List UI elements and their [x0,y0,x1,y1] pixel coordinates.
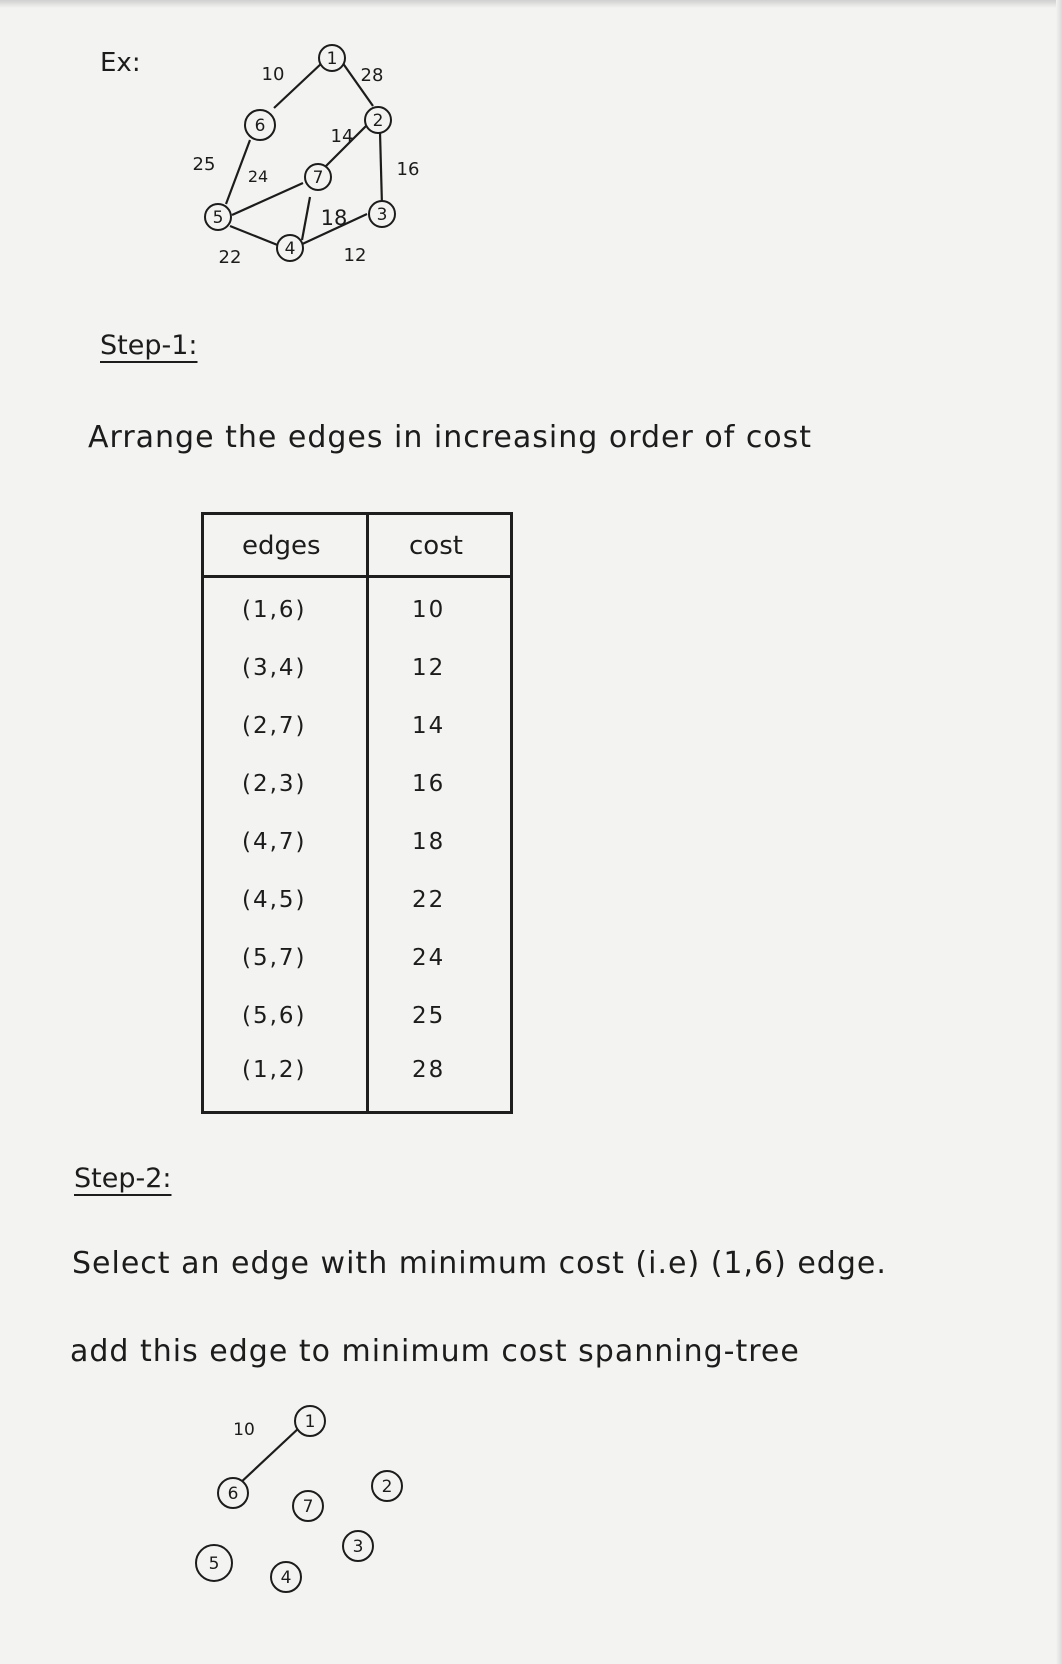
node-7-label: 7 [302,1497,314,1517]
header-edges: edges [242,531,321,561]
weight-1-6: 10 [261,64,285,85]
weight-1-2: 28 [360,65,384,86]
table-row-edge: (2,7) [242,713,307,739]
node-4-label: 4 [280,1568,292,1588]
node-2-label: 2 [372,111,384,131]
step1-title: Step-1: [100,330,198,361]
node-1-label: 1 [304,1412,316,1432]
table-row-edge: (5,7) [242,945,307,971]
node-6-label: 6 [227,1484,239,1504]
weight-4-5: 22 [218,247,242,268]
weight-5-7: 24 [247,167,269,186]
edge-cost-table [201,512,513,1114]
table-row-edge: (4,5) [242,887,307,913]
table-header-divider [204,575,510,578]
edge-4-5 [230,226,280,246]
weight-2-7: 14 [330,126,354,147]
table-row-cost: 10 [412,597,446,623]
table-row-cost: 12 [412,655,446,681]
step2-line1: Select an edge with minimum cost (i.e) (1,6) edge. [72,1246,887,1281]
table-row-edge: (5,6) [242,1003,307,1029]
weight-5-6: 25 [192,154,216,175]
header-cost: cost [409,531,463,561]
node-7-label: 7 [312,168,324,188]
edge-2-3 [380,132,382,206]
step2-title: Step-2: [74,1163,172,1194]
table-row-cost: 28 [412,1057,446,1083]
table-row-edge: (1,6) [242,597,307,623]
step2-line2: add this edge to minimum cost spanning-tree [70,1334,800,1369]
page-top-edge [0,0,1062,8]
weight-3-4: 12 [343,245,367,266]
node-6-label: 6 [254,116,266,136]
node-3-label: 3 [376,205,388,225]
node-5-label: 5 [208,1554,220,1574]
step1-instruction: Arrange the edges in increasing order of cost [88,420,813,455]
example-label: Ex: [100,48,141,78]
edge-5-6 [226,140,250,204]
table-row-cost: 24 [412,945,446,971]
table-row-cost: 16 [412,771,446,797]
table-row-edge: (4,7) [242,829,307,855]
page-right-edge [1056,0,1062,1664]
weight-2-3: 16 [396,159,420,180]
node-3-label: 3 [352,1537,364,1557]
table-row-edge: (3,4) [242,655,307,681]
table-column-divider [366,515,369,1111]
table-row-cost: 25 [412,1003,446,1029]
table-row-edge: (2,3) [242,771,307,797]
table-row-cost: 22 [412,887,446,913]
node-4-label: 4 [284,239,296,259]
table-row-cost: 18 [412,829,446,855]
edge-5-7 [232,183,303,215]
node-5-label: 5 [212,208,224,228]
node-1-label: 1 [326,49,338,69]
node-2-label: 2 [381,1477,393,1497]
weight-1-6: 10 [233,1420,255,1440]
weight-4-7: 18 [320,206,348,230]
step2-graph [180,1405,420,1605]
example-graph [170,30,430,280]
table-row-cost: 14 [412,713,446,739]
edge-4-7 [302,197,310,240]
table-row-edge: (1,2) [242,1057,307,1083]
